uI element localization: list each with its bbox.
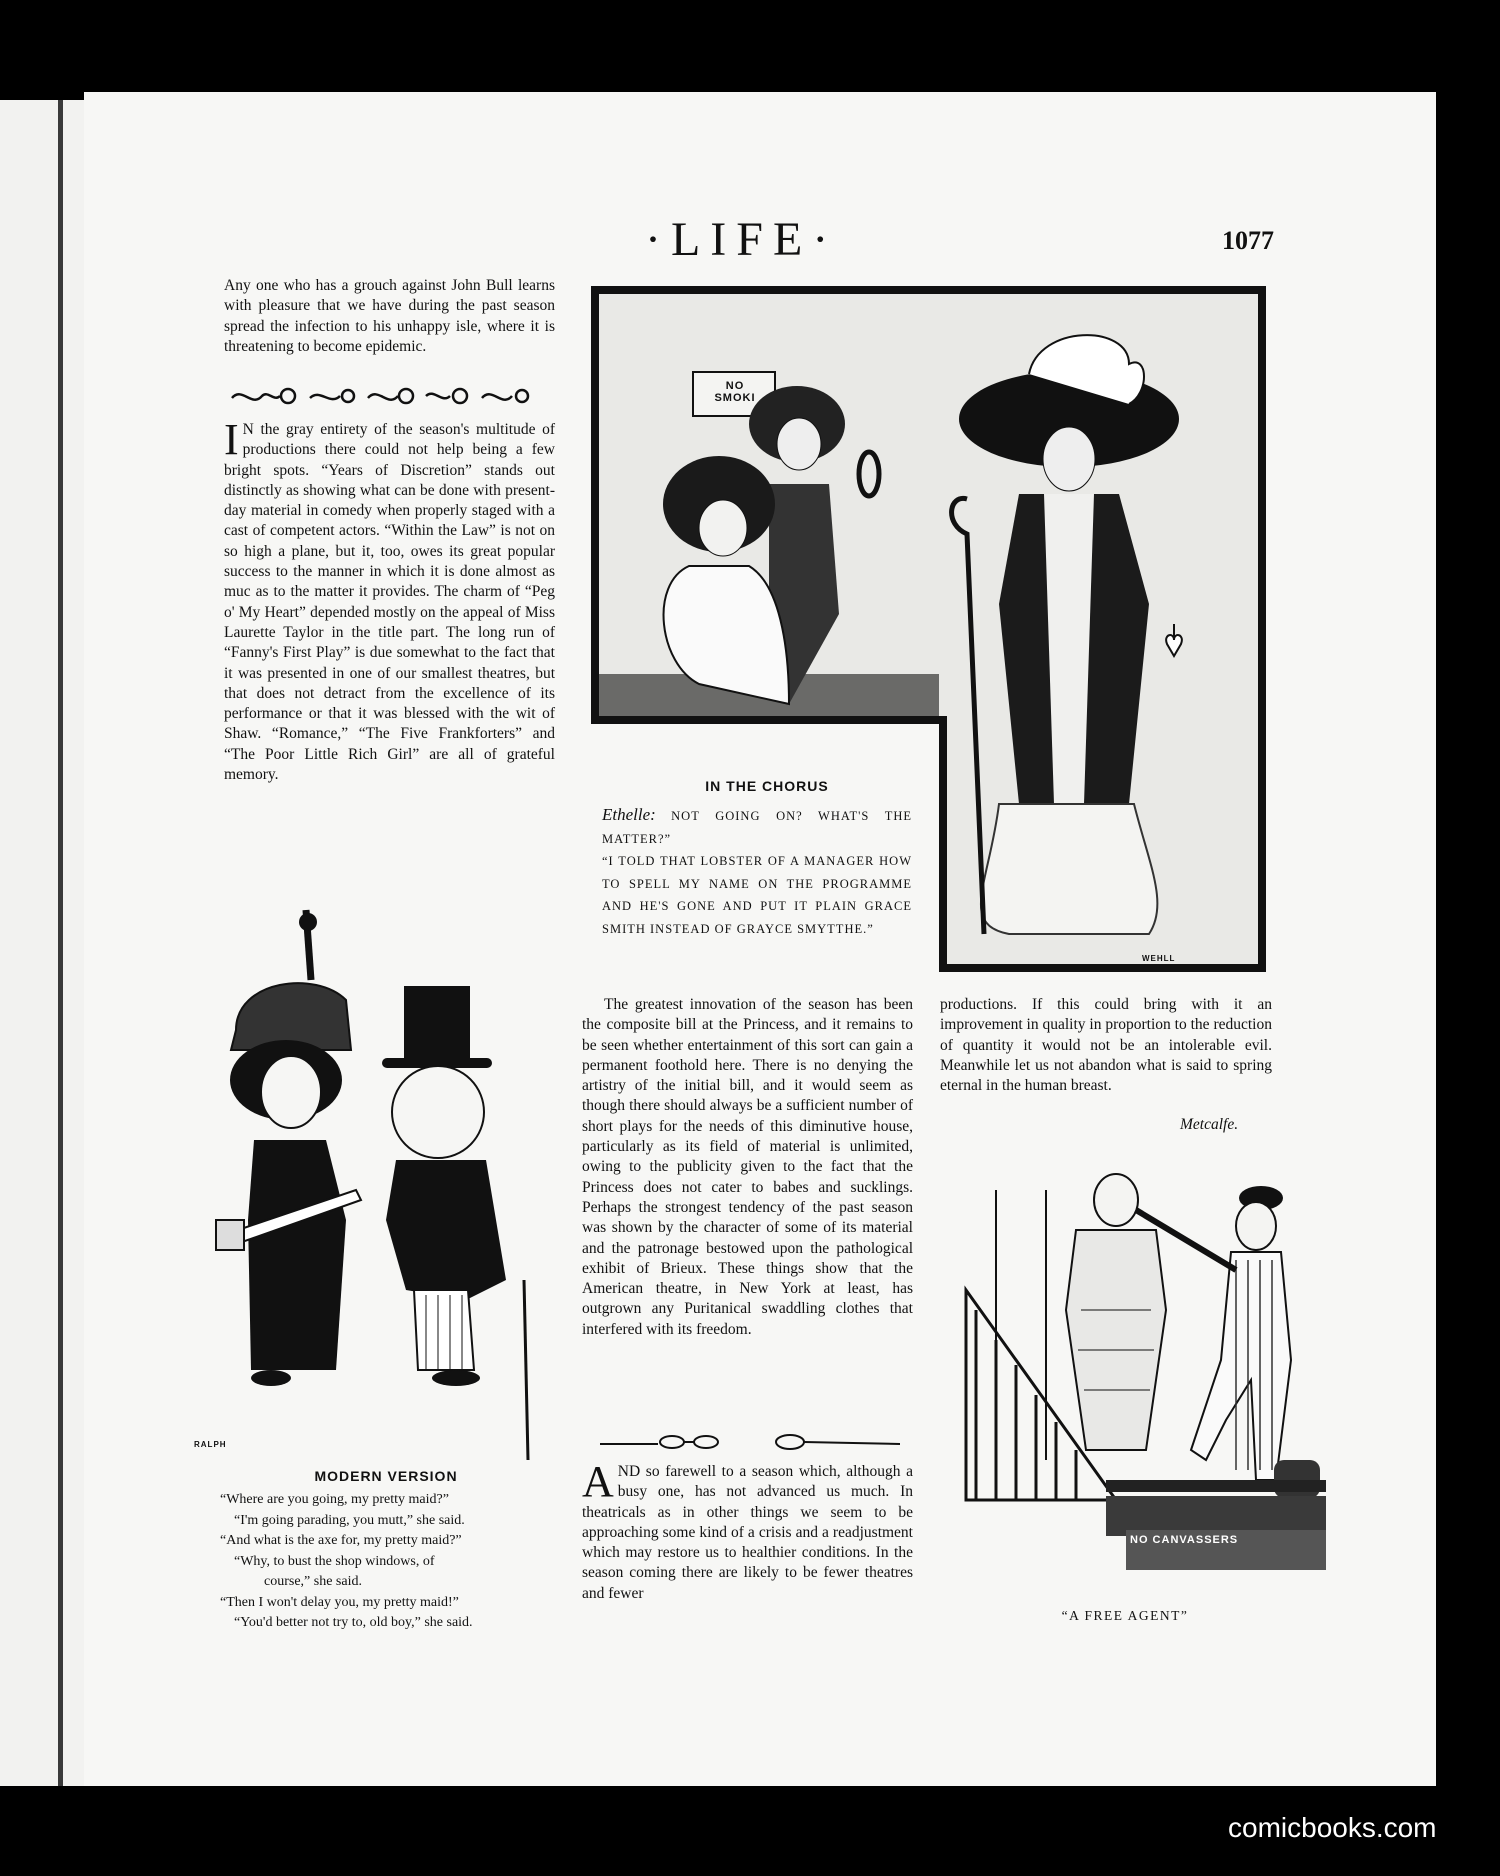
- author-signature: Metcalfe.: [1180, 1116, 1239, 1133]
- verse-line: course,” she said.: [264, 1574, 362, 1589]
- productions-text: productions. If this could bring with it an improvement in quality in proportion to the reduction of quantity it would not be an intolerable evil. Meanwhile let us not abandon what is said to spring eternal in the human breast.: [940, 996, 1272, 1095]
- modern-artist-signature: RALPH: [194, 1440, 227, 1449]
- site-watermark: comicbooks.com: [1228, 1812, 1437, 1843]
- season-review-text: N the gray entirety of the season's multitude of productions there could not help being a few bright spots. “Years of Discretion” stands out distinctly as showing what can be done with present-day material in comedy when properly staged with a cast of competent actors. “Within the Law” is not on so high a plane, but it, too, owes its great popular success to the manner in which it is done almost as muc as to the matter it provides. The charm of “Peg o' My Heart” depended mostly on the appeal of Miss Laurette Taylor in the title part. The long run of “Fanny's First Play” is due somewhat to the fact that it was presented in one of our smallest theatres, but that does not detract from the excellence of its performance or that it was blessed with the wit of Shaw. “Romance,” “The Five Frankforters” and “The Poor Little Rich Girl” are all of grateful memory.: [224, 421, 555, 784]
- modern-caption-title: MODERN VERSION: [314, 1468, 458, 1484]
- verse-line: “You'd better not try to, old boy,” she said.: [234, 1615, 473, 1630]
- chorus-caption-title: IN THE CHORUS: [705, 778, 829, 794]
- free-agent-caption: “A FREE AGENT”: [1061, 1608, 1189, 1623]
- innovation-text: The greatest innovation of the season has been the composite bill at the Princess, and it remains to be seen whether entertainment of this sort can gain a permanent foothold here. There is no denying the artistry of the initial bill, and it would seem as though there should always be a sufficient number of short plays for the needs of this diminutive house, particularly as its field of material is unlimited, owing to the publicity given to the fact that the Princess does not cater to babes and sucklings. Perhaps the strongest tendency of the past season was shown by the character of some of its material and the patronage bestowed upon the pathological exhibit of Brieux. These things show that the American theatre, in New York at least, has outgrown any Puritanical swaddling clothes that interfered with its freedom.: [582, 996, 913, 1338]
- book-spine: [0, 100, 84, 1786]
- chorus-artist-signature: WEHLL: [1142, 954, 1176, 963]
- page-number: 1077: [1222, 226, 1274, 255]
- productions-paragraph: [940, 995, 1272, 1096]
- innovation-paragraph: [582, 995, 913, 1340]
- no-canvassers-sign: NO CANVASSERS: [1130, 1534, 1239, 1546]
- season-review-paragraph: [224, 415, 555, 785]
- no-smoking-sign-text: NO SMOKI: [714, 380, 756, 404]
- farewell-text: ND so farewell to a season which, although a busy one, has not advanced us much. In theatricals as in other things we seem to be approaching some kind of a crisis and a readjustment which may restore us to healthier conditions. In the season coming there are likely to be fewer theatres and fewer: [582, 1463, 913, 1602]
- intro-paragraph: [224, 276, 555, 357]
- verse-line: “Where are you going, my pretty maid?”: [220, 1492, 449, 1507]
- verse-line: “Then I won't delay you, my pretty maid!”: [220, 1594, 459, 1610]
- chorus-caption: [602, 804, 912, 940]
- modern-version-illustration: [156, 900, 556, 1460]
- floral-divider: [228, 384, 548, 410]
- chorus-speaker: Ethelle:: [602, 805, 656, 824]
- spectacles-divider: [600, 1432, 900, 1452]
- intro-text: Any one who has a grouch against John Bull learns with pleasure that we have during the past season spread the infection to his unhappy isle, where it is threatening to become epidemic.: [224, 277, 555, 355]
- magazine-title: ·LIFE·: [645, 213, 839, 266]
- verse-line: “I'm going parading, you mutt,” she said.: [234, 1512, 465, 1528]
- verse-line: “Why, to bust the shop windows, of: [234, 1553, 435, 1569]
- spine-gutter: [58, 100, 63, 1786]
- verse-line: “And what is the axe for, my pretty maid?”: [220, 1533, 462, 1548]
- chorus-line-1: NOT GOING ON? WHAT'S THE MATTER?”: [602, 809, 912, 846]
- dropcap-a: A: [582, 1457, 614, 1506]
- dropcap-i: I: [224, 415, 239, 464]
- farewell-paragraph: [582, 1457, 913, 1604]
- modern-verse: [220, 1490, 560, 1634]
- chorus-line-2: “I TOLD THAT LOBSTER OF A MANAGER HOW TO SPELL MY NAME ON THE PROGRAMME AND HE'S GONE AND PUT IT PLAIN GRACE SMITH INSTEAD OF GRAYCE SMYTTHE.”: [602, 854, 912, 936]
